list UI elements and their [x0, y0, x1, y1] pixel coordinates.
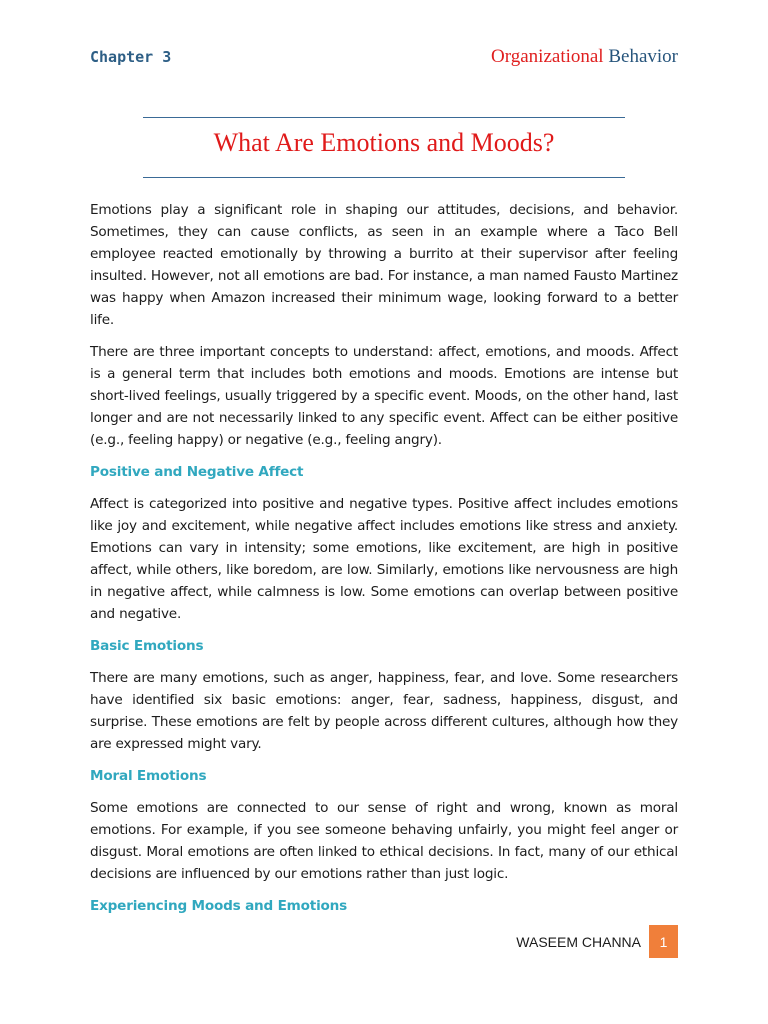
- subheading-experiencing-moods: Experiencing Moods and Emotions: [90, 898, 348, 914]
- paragraph-affect: Affect is categorized into positive and negative types. Positive affect includes emotions like joy and excitement, while negative affect includes emotions like stress and anxiety. Emotions can vary in intensity; some emotions, like excitement, are high in positive affect, while others, like boredom, are low. Similarly, emotions like nervousness are high in negative affect, while calmness is low. Some emotions can overlap between positive and negative.: [90, 496, 678, 622]
- course-title: [491, 46, 678, 68]
- page-number-badge: 1: [649, 925, 678, 958]
- title-rule-top: [143, 117, 625, 118]
- subheading-basic-emotions: Basic Emotions: [90, 638, 204, 654]
- title-rule-bottom: [143, 177, 625, 178]
- course-title-part2: Behavior: [608, 46, 678, 67]
- page-title: What Are Emotions and Moods?: [213, 128, 555, 157]
- paragraph-intro: Emotions play a significant role in shaping our attitudes, decisions, and behavior. Sometimes, they can cause conflicts, as seen in an example where a Taco Bell employee reacted emotionally by throwing a burrito at their supervisor after feeling insulted. However, not all emotions are bad. For instance, a man named Fausto Martinez was happy when Amazon increased their minimum wage, looking forward to a better life.: [90, 202, 678, 328]
- chapter-label: Chapter 3: [90, 48, 172, 66]
- footer-author: WASEEM CHANNA: [516, 934, 641, 950]
- subheading-moral-emotions: Moral Emotions: [90, 768, 207, 784]
- body-content: [90, 199, 678, 927]
- paragraph-concepts: There are three important concepts to understand: affect, emotions, and moods. Affect is a general term that includes both emotions and moods. Emotions are intense but short-lived feelings, usually triggered by a specific event. Moods, on the other hand, last longer and are not necessarily linked to any specific event. Affect can be either positive (e.g., feeling happy) or negative (e.g., feeling angry).: [90, 344, 678, 448]
- subheading-positive-negative-affect: Positive and Negative Affect: [90, 464, 304, 480]
- paragraph-basic-emotions: There are many emotions, such as anger, happiness, fear, and love. Some researchers have identified six basic emotions: anger, fear, sadness, happiness, disgust, and surprise. These emotions are felt by people across different cultures, although how they are expressed might vary.: [90, 670, 678, 752]
- course-title-part1: Organizational: [491, 46, 604, 67]
- paragraph-moral-emotions: Some emotions are connected to our sense of right and wrong, known as moral emotions. For example, if you see someone behaving unfairly, you might feel anger or disgust. Moral emotions are often linked to ethical decisions. In fact, many of our ethical decisions are influenced by our emotions rather than just logic.: [90, 800, 678, 882]
